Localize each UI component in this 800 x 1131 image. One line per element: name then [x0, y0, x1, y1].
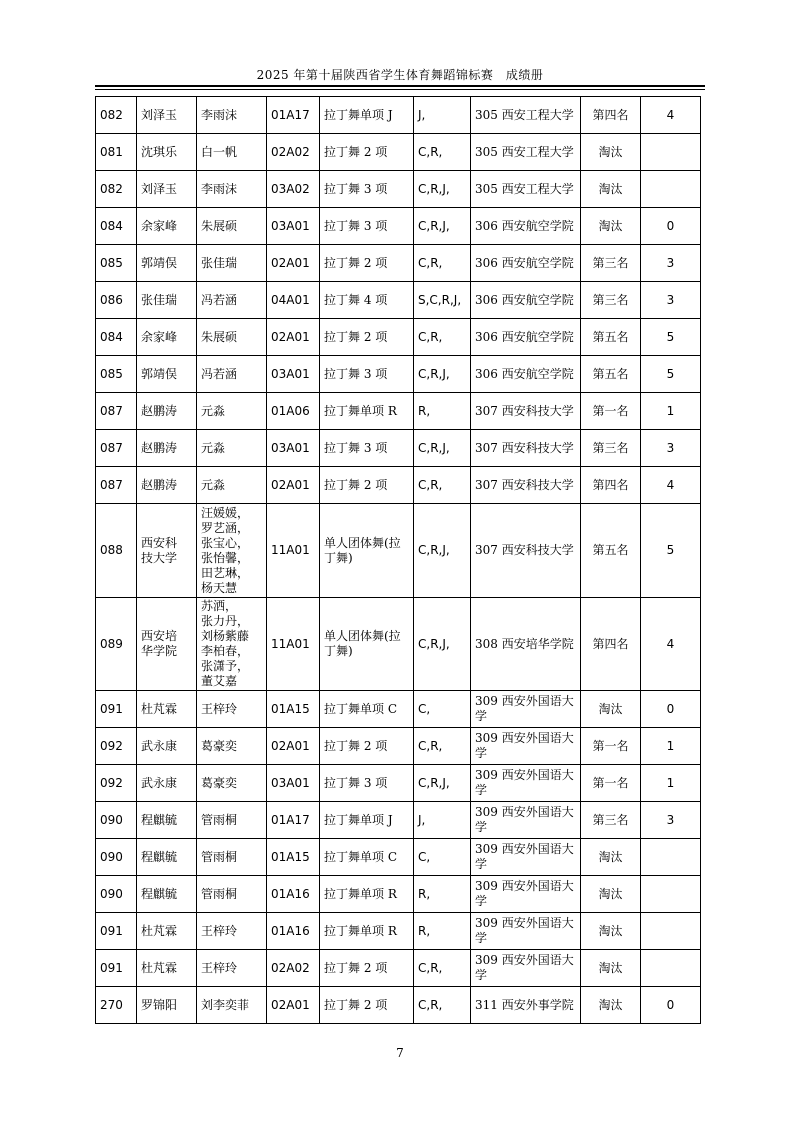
- cell-lead-name: 程麒毓: [137, 802, 197, 839]
- table-row: [96, 913, 701, 950]
- cell-event-name: 拉丁舞单项 R: [320, 876, 414, 913]
- cell-points: [641, 876, 701, 913]
- cell-event-code: 03A01: [267, 430, 320, 467]
- cell-lead-name: 郭靖俣: [137, 356, 197, 393]
- cell-event-name: 拉丁舞单项 J: [320, 97, 414, 134]
- cell-event-name: 拉丁舞 2 项: [320, 467, 414, 504]
- table-row: [96, 839, 701, 876]
- cell-event-name: 拉丁舞单项 C: [320, 691, 414, 728]
- table-row: [96, 504, 701, 598]
- table-row: [96, 876, 701, 913]
- cell-event-name: 拉丁舞单项 R: [320, 913, 414, 950]
- cell-school: 309 西安外国语大 学: [471, 950, 581, 987]
- cell-event-code: 01A15: [267, 839, 320, 876]
- cell-points: 3: [641, 802, 701, 839]
- cell-event-name: 单人团体舞(拉 丁舞): [320, 598, 414, 691]
- cell-points: [641, 134, 701, 171]
- cell-event-name: 拉丁舞 2 项: [320, 134, 414, 171]
- cell-competitor-number: 082: [96, 171, 137, 208]
- cell-competitor-number: 087: [96, 393, 137, 430]
- cell-competitor-number: 085: [96, 245, 137, 282]
- cell-event-code: 01A17: [267, 802, 320, 839]
- cell-school: 306 西安航空学院: [471, 319, 581, 356]
- cell-points: 3: [641, 282, 701, 319]
- cell-event-code: 01A17: [267, 97, 320, 134]
- cell-lead-name: 杜芃霖: [137, 950, 197, 987]
- cell-points: 1: [641, 728, 701, 765]
- cell-event-code: 03A01: [267, 356, 320, 393]
- cell-school: 309 西安外国语大 学: [471, 839, 581, 876]
- cell-dances: C,R,: [414, 134, 471, 171]
- cell-lead-name: 程麒毓: [137, 876, 197, 913]
- results-table-body: [96, 97, 701, 1024]
- cell-placement: 第五名: [581, 319, 641, 356]
- cell-partner-name: 管雨桐: [197, 876, 267, 913]
- cell-school: 305 西安工程大学: [471, 97, 581, 134]
- table-row: [96, 802, 701, 839]
- cell-dances: C,R,: [414, 987, 471, 1024]
- cell-competitor-number: 082: [96, 97, 137, 134]
- cell-dances: C,R,J,: [414, 765, 471, 802]
- cell-event-code: 01A16: [267, 913, 320, 950]
- cell-event-code: 01A16: [267, 876, 320, 913]
- cell-lead-name: 程麒毓: [137, 839, 197, 876]
- cell-event-code: 02A02: [267, 950, 320, 987]
- cell-event-code: 04A01: [267, 282, 320, 319]
- cell-competitor-number: 090: [96, 839, 137, 876]
- cell-lead-name: 杜芃霖: [137, 691, 197, 728]
- cell-school: 305 西安工程大学: [471, 134, 581, 171]
- cell-partner-name: 朱展硕: [197, 319, 267, 356]
- cell-competitor-number: 088: [96, 504, 137, 598]
- cell-points: [641, 839, 701, 876]
- cell-partner-name: 元淼: [197, 430, 267, 467]
- cell-dances: C,R,J,: [414, 208, 471, 245]
- cell-partner-name: 张佳瑞: [197, 245, 267, 282]
- cell-partner-name: 管雨桐: [197, 839, 267, 876]
- cell-partner-name: 王梓玲: [197, 913, 267, 950]
- cell-competitor-number: 087: [96, 430, 137, 467]
- cell-lead-name: 杜芃霖: [137, 913, 197, 950]
- cell-dances: R,: [414, 876, 471, 913]
- cell-lead-name: 刘泽玉: [137, 97, 197, 134]
- cell-competitor-number: 086: [96, 282, 137, 319]
- cell-points: 5: [641, 356, 701, 393]
- cell-dances: C,R,J,: [414, 504, 471, 598]
- cell-event-name: 拉丁舞单项 R: [320, 393, 414, 430]
- table-row: [96, 430, 701, 467]
- cell-points: [641, 950, 701, 987]
- table-row: [96, 393, 701, 430]
- cell-partner-name: 冯若涵: [197, 282, 267, 319]
- cell-school: 307 西安科技大学: [471, 393, 581, 430]
- cell-points: 4: [641, 97, 701, 134]
- cell-dances: C,R,J,: [414, 356, 471, 393]
- cell-placement: 第四名: [581, 467, 641, 504]
- cell-dances: C,R,J,: [414, 430, 471, 467]
- cell-placement: 淘汰: [581, 987, 641, 1024]
- table-row: [96, 691, 701, 728]
- page-header-title: 2025 年第十届陕西省学生体育舞蹈锦标赛 成绩册: [256, 68, 544, 82]
- cell-partner-name: 葛豪奕: [197, 728, 267, 765]
- cell-dances: S,C,R,J,: [414, 282, 471, 319]
- cell-dances: R,: [414, 393, 471, 430]
- cell-dances: C,R,: [414, 728, 471, 765]
- cell-dances: J,: [414, 802, 471, 839]
- cell-competitor-number: 081: [96, 134, 137, 171]
- table-row: [96, 467, 701, 504]
- table-row: [96, 208, 701, 245]
- cell-event-code: 11A01: [267, 504, 320, 598]
- cell-dances: C,R,: [414, 950, 471, 987]
- cell-dances: C,: [414, 691, 471, 728]
- cell-event-name: 拉丁舞 2 项: [320, 319, 414, 356]
- cell-school: 311 西安外事学院: [471, 987, 581, 1024]
- cell-lead-name: 余家峰: [137, 208, 197, 245]
- cell-competitor-number: 091: [96, 950, 137, 987]
- table-row: [96, 97, 701, 134]
- cell-points: 1: [641, 765, 701, 802]
- table-row: [96, 950, 701, 987]
- cell-points: 3: [641, 430, 701, 467]
- cell-lead-name: 武永康: [137, 728, 197, 765]
- cell-event-name: 拉丁舞 4 项: [320, 282, 414, 319]
- cell-competitor-number: 091: [96, 913, 137, 950]
- cell-event-name: 拉丁舞 3 项: [320, 208, 414, 245]
- cell-placement: 淘汰: [581, 950, 641, 987]
- cell-lead-name: 张佳瑞: [137, 282, 197, 319]
- cell-lead-name: 刘泽玉: [137, 171, 197, 208]
- cell-partner-name: 元淼: [197, 393, 267, 430]
- cell-event-code: 02A01: [267, 245, 320, 282]
- cell-event-code: 02A01: [267, 728, 320, 765]
- table-row: [96, 134, 701, 171]
- cell-competitor-number: 084: [96, 208, 137, 245]
- cell-lead-name: 西安科 技大学: [137, 504, 197, 598]
- cell-event-name: 拉丁舞 2 项: [320, 987, 414, 1024]
- cell-dances: C,R,: [414, 245, 471, 282]
- cell-event-code: 02A01: [267, 319, 320, 356]
- cell-dances: C,R,: [414, 467, 471, 504]
- cell-competitor-number: 090: [96, 876, 137, 913]
- cell-event-code: 01A06: [267, 393, 320, 430]
- cell-lead-name: 赵鹏涛: [137, 393, 197, 430]
- cell-lead-name: 余家峰: [137, 319, 197, 356]
- cell-placement: 第一名: [581, 728, 641, 765]
- cell-partner-name: 王梓玲: [197, 950, 267, 987]
- cell-event-name: 拉丁舞 2 项: [320, 950, 414, 987]
- table-row: [96, 356, 701, 393]
- cell-placement: 淘汰: [581, 134, 641, 171]
- cell-points: 1: [641, 393, 701, 430]
- table-row: [96, 245, 701, 282]
- cell-points: 0: [641, 208, 701, 245]
- cell-competitor-number: 092: [96, 728, 137, 765]
- cell-event-name: 拉丁舞 3 项: [320, 430, 414, 467]
- cell-event-name: 拉丁舞 3 项: [320, 765, 414, 802]
- cell-event-name: 拉丁舞单项 C: [320, 839, 414, 876]
- cell-school: 309 西安外国语大 学: [471, 802, 581, 839]
- cell-school: 306 西安航空学院: [471, 282, 581, 319]
- cell-points: 3: [641, 245, 701, 282]
- cell-dances: J,: [414, 97, 471, 134]
- cell-placement: 淘汰: [581, 913, 641, 950]
- header-rule-thick: [95, 85, 705, 87]
- table-row: [96, 765, 701, 802]
- cell-placement: 第四名: [581, 97, 641, 134]
- cell-placement: 第三名: [581, 245, 641, 282]
- cell-placement: 第一名: [581, 393, 641, 430]
- cell-placement: 淘汰: [581, 839, 641, 876]
- cell-competitor-number: 084: [96, 319, 137, 356]
- cell-lead-name: 沈琪乐: [137, 134, 197, 171]
- cell-lead-name: 郭靖俣: [137, 245, 197, 282]
- cell-placement: 第四名: [581, 598, 641, 691]
- cell-school: 308 西安培华学院: [471, 598, 581, 691]
- cell-competitor-number: 087: [96, 467, 137, 504]
- cell-competitor-number: 090: [96, 802, 137, 839]
- cell-lead-name: 赵鹏涛: [137, 467, 197, 504]
- cell-placement: 淘汰: [581, 171, 641, 208]
- cell-school: 306 西安航空学院: [471, 245, 581, 282]
- cell-dances: C,: [414, 839, 471, 876]
- table-row: [96, 598, 701, 691]
- cell-partner-name: 李雨沫: [197, 97, 267, 134]
- cell-competitor-number: 085: [96, 356, 137, 393]
- cell-partner-name: 汪媛媛， 罗艺涵， 张宝心， 张怡馨， 田艺琳， 杨天慧: [197, 504, 267, 598]
- cell-placement: 第三名: [581, 282, 641, 319]
- cell-placement: 第一名: [581, 765, 641, 802]
- table-row: [96, 319, 701, 356]
- header-rule-thin: [95, 89, 705, 90]
- cell-placement: 第三名: [581, 802, 641, 839]
- cell-competitor-number: 270: [96, 987, 137, 1024]
- cell-school: 307 西安科技大学: [471, 504, 581, 598]
- cell-event-code: 11A01: [267, 598, 320, 691]
- cell-lead-name: 赵鹏涛: [137, 430, 197, 467]
- cell-event-code: 01A15: [267, 691, 320, 728]
- cell-partner-name: 白一帆: [197, 134, 267, 171]
- cell-school: 307 西安科技大学: [471, 430, 581, 467]
- cell-points: [641, 913, 701, 950]
- cell-competitor-number: 091: [96, 691, 137, 728]
- cell-dances: C,R,J,: [414, 171, 471, 208]
- page-number: 7: [396, 1046, 404, 1060]
- cell-competitor-number: 089: [96, 598, 137, 691]
- cell-event-code: 03A01: [267, 208, 320, 245]
- cell-event-name: 单人团体舞(拉 丁舞): [320, 504, 414, 598]
- cell-lead-name: 罗锦阳: [137, 987, 197, 1024]
- cell-partner-name: 苏洒， 张力丹， 刘杨紫藤 李柏春， 张潇予， 董艾嘉: [197, 598, 267, 691]
- cell-points: 0: [641, 987, 701, 1024]
- cell-dances: C,R,: [414, 319, 471, 356]
- cell-school: 306 西安航空学院: [471, 208, 581, 245]
- cell-event-name: 拉丁舞 3 项: [320, 171, 414, 208]
- cell-partner-name: 朱展硕: [197, 208, 267, 245]
- cell-points: [641, 171, 701, 208]
- cell-placement: 淘汰: [581, 876, 641, 913]
- cell-event-code: 02A02: [267, 134, 320, 171]
- cell-partner-name: 李雨沫: [197, 171, 267, 208]
- cell-competitor-number: 092: [96, 765, 137, 802]
- cell-placement: 淘汰: [581, 691, 641, 728]
- cell-lead-name: 武永康: [137, 765, 197, 802]
- cell-dances: C,R,J,: [414, 598, 471, 691]
- results-table: [95, 96, 701, 1024]
- cell-event-code: 02A01: [267, 467, 320, 504]
- table-row: [96, 987, 701, 1024]
- cell-event-name: 拉丁舞 2 项: [320, 245, 414, 282]
- cell-event-name: 拉丁舞 3 项: [320, 356, 414, 393]
- cell-partner-name: 葛豪奕: [197, 765, 267, 802]
- cell-placement: 淘汰: [581, 208, 641, 245]
- cell-points: 4: [641, 598, 701, 691]
- cell-placement: 第五名: [581, 504, 641, 598]
- cell-school: 305 西安工程大学: [471, 171, 581, 208]
- cell-partner-name: 管雨桐: [197, 802, 267, 839]
- cell-school: 309 西安外国语大 学: [471, 876, 581, 913]
- cell-event-name: 拉丁舞 2 项: [320, 728, 414, 765]
- cell-event-code: 03A02: [267, 171, 320, 208]
- cell-placement: 第三名: [581, 430, 641, 467]
- cell-event-code: 03A01: [267, 765, 320, 802]
- cell-placement: 第五名: [581, 356, 641, 393]
- table-row: [96, 171, 701, 208]
- cell-partner-name: 元淼: [197, 467, 267, 504]
- cell-school: 307 西安科技大学: [471, 467, 581, 504]
- cell-lead-name: 西安培 华学院: [137, 598, 197, 691]
- table-row: [96, 282, 701, 319]
- cell-partner-name: 王梓玲: [197, 691, 267, 728]
- cell-school: 306 西安航空学院: [471, 356, 581, 393]
- cell-partner-name: 刘李奕菲: [197, 987, 267, 1024]
- cell-event-code: 02A01: [267, 987, 320, 1024]
- cell-school: 309 西安外国语大 学: [471, 765, 581, 802]
- cell-partner-name: 冯若涵: [197, 356, 267, 393]
- table-row: [96, 728, 701, 765]
- cell-school: 309 西安外国语大 学: [471, 728, 581, 765]
- cell-dances: R,: [414, 913, 471, 950]
- cell-school: 309 西安外国语大 学: [471, 691, 581, 728]
- cell-points: 4: [641, 467, 701, 504]
- cell-event-name: 拉丁舞单项 J: [320, 802, 414, 839]
- cell-points: 5: [641, 319, 701, 356]
- cell-school: 309 西安外国语大 学: [471, 913, 581, 950]
- cell-points: 5: [641, 504, 701, 598]
- cell-points: 0: [641, 691, 701, 728]
